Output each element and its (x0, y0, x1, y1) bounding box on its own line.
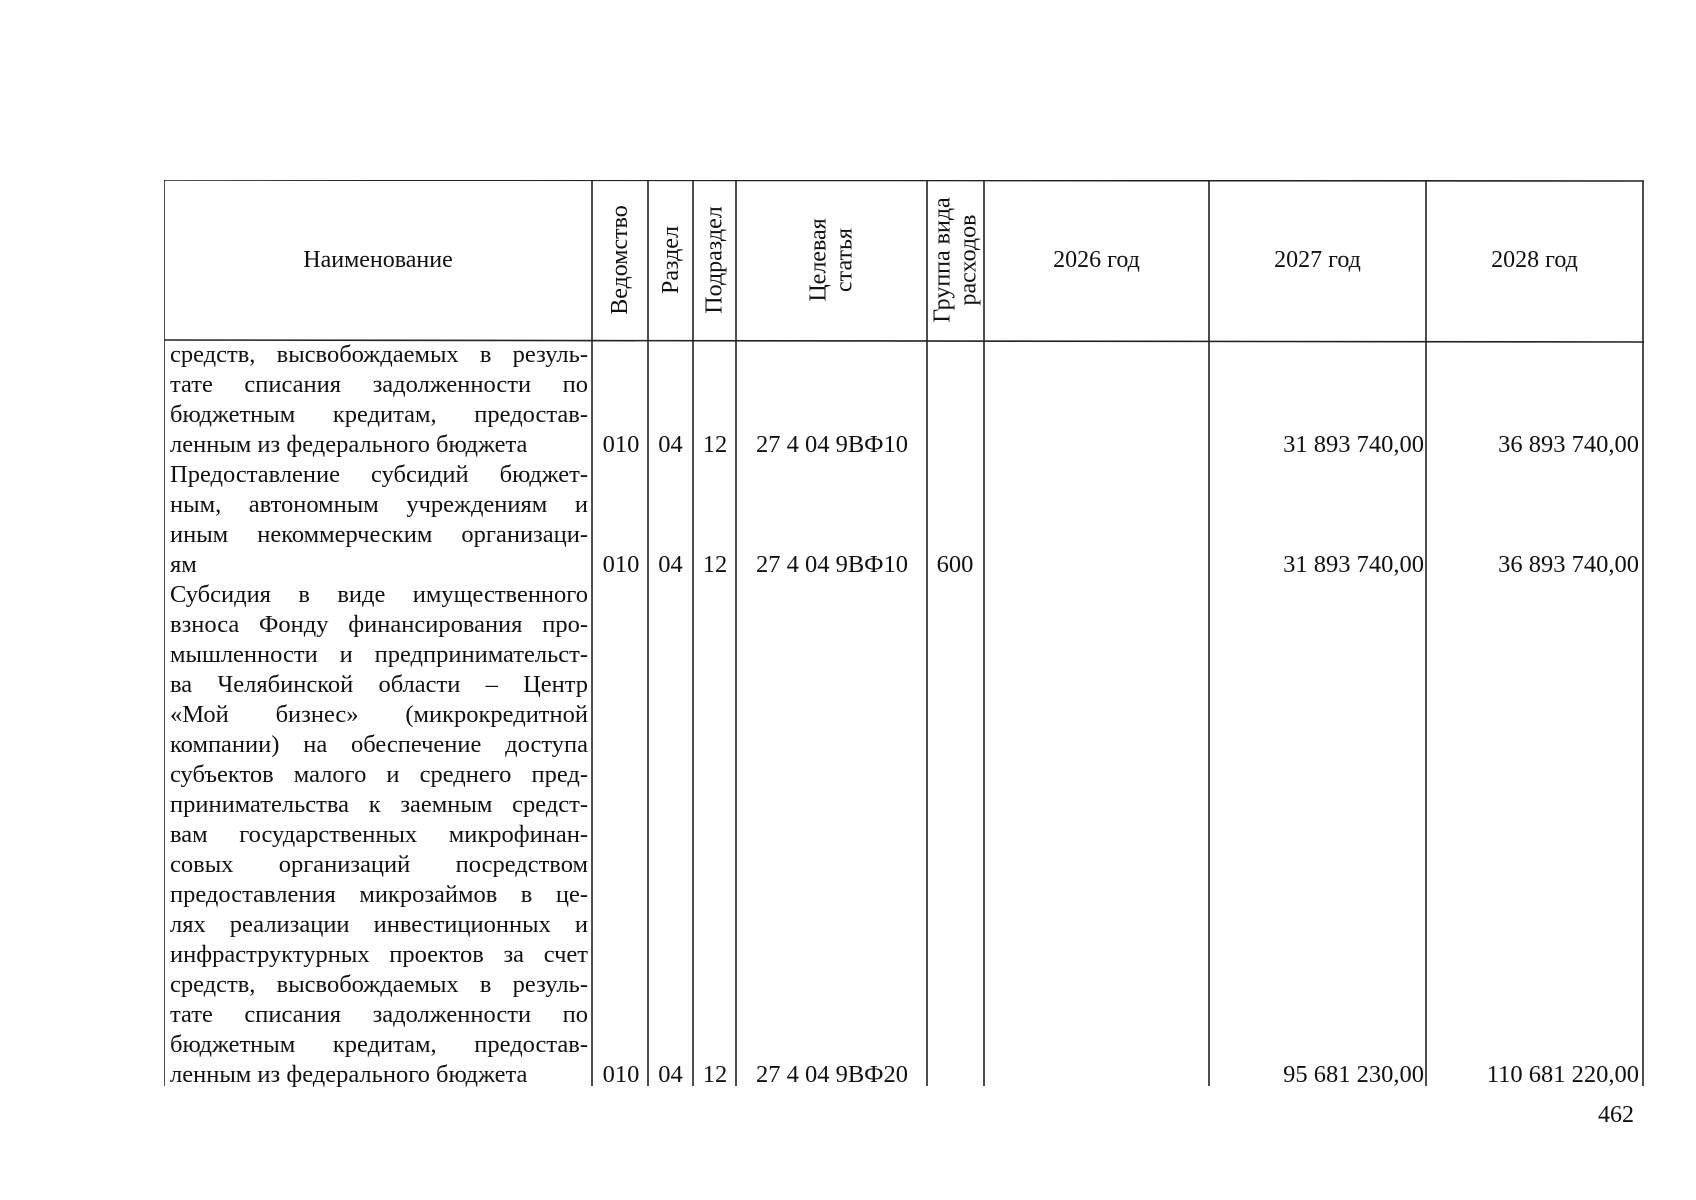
row-3-2028: 110 681 220,00 (1486, 1061, 1639, 1088)
row-3-line-11: предоставления микрозаймов в це- (170, 881, 588, 908)
row-1-razdel: 04 (658, 431, 683, 458)
row-1-line-2: тате списания задолженности по (170, 371, 588, 398)
row-1-podrazdel: 12 (702, 431, 728, 458)
table-row-2-name (170, 460, 588, 580)
table-row-3-name (170, 580, 588, 1090)
header-gruppa-line1: Группа вида (929, 197, 956, 323)
row-2-line-4: ям (170, 551, 197, 578)
row-3-line-17: ленным из федерального бюджета (170, 1061, 528, 1088)
row-1-2028: 36 893 740,00 (1498, 431, 1639, 458)
row-3-vedomstvo: 010 (602, 1061, 640, 1088)
header-2026-label: 2026 год (1053, 246, 1140, 273)
row-3-line-12: лях реализации инвестиционных и (170, 911, 588, 938)
row-1-line-1: средств, высвобождаемых в резуль- (170, 341, 588, 368)
row-1-celevaya: 27 4 04 9ВФ10 (755, 431, 909, 458)
table-row-1-name (170, 340, 588, 460)
row-3-line-1: Субсидия в виде имущественного (170, 581, 588, 608)
row-3-line-10: совых организаций посредством (170, 851, 588, 878)
row-2-gruppa: 600 (936, 551, 974, 578)
header-razdel (648, 180, 693, 340)
header-gruppa-label (930, 197, 982, 322)
header-celevaya (736, 180, 927, 340)
row-3-line-16: бюджетным кредитам, предостав- (170, 1031, 588, 1058)
row-3-line-3: мышленности и предпринимательст- (170, 641, 588, 668)
row-3-line-7: субъектов малого и среднего пред- (170, 761, 588, 788)
row-3-line-15: тате списания задолженности по (170, 1001, 588, 1028)
row-1-line-3: бюджетным кредитам, предостав- (170, 401, 588, 428)
row-2-vedomstvo: 010 (602, 551, 640, 578)
header-name (164, 180, 592, 340)
header-2028-label: 2028 год (1491, 246, 1578, 273)
header-2027 (1209, 180, 1426, 340)
header-name-label: Наименование (303, 246, 453, 273)
header-gruppa-line2: расходов (955, 214, 982, 306)
row-2-2028: 36 893 740,00 (1498, 551, 1639, 578)
row-3-line-13: инфраструктурных проектов за счет (170, 941, 588, 968)
row-3-razdel: 04 (658, 1061, 683, 1088)
row-3-line-5: «Мой бизнес» (микрокредитной (170, 701, 588, 728)
row-2-razdel: 04 (658, 551, 683, 578)
row-2-2027: 31 893 740,00 (1283, 551, 1424, 578)
row-3-line-4: ва Челябинской области – Центр (170, 671, 588, 698)
row-2-line-3: иным некоммерческим организаци- (170, 521, 588, 548)
row-3-celevaya: 27 4 04 9ВФ20 (755, 1061, 909, 1088)
header-gruppa (927, 180, 984, 340)
page-number: 462 (1598, 1102, 1634, 1128)
header-vedomstvo (592, 180, 648, 340)
row-3-line-2: взноса Фонду финансирования про- (170, 611, 588, 638)
header-celevaya-label (805, 218, 857, 301)
row-3-line-6: компании) на обеспечение доступа (170, 731, 588, 758)
header-celevaya-line2: статья (831, 228, 858, 292)
header-2027-label: 2027 год (1274, 246, 1361, 273)
header-2028 (1426, 180, 1643, 340)
row-3-line-9: вам государственных микрофинан- (170, 821, 588, 848)
row-3-2027: 95 681 230,00 (1283, 1061, 1424, 1088)
row-2-line-1: Предоставление субсидий бюджет- (170, 461, 588, 488)
header-vedomstvo-label: Ведомство (607, 205, 633, 315)
header-razdel-label: Раздел (657, 226, 684, 294)
row-1-2027: 31 893 740,00 (1283, 431, 1424, 458)
row-3-podrazdel: 12 (702, 1061, 728, 1088)
row-2-podrazdel: 12 (702, 551, 728, 578)
header-podrazdel-label: Подраздел (701, 206, 728, 314)
header-podrazdel (693, 180, 736, 340)
header-celevaya-line1: Целевая (805, 218, 832, 302)
header-2026 (984, 180, 1209, 340)
row-3-line-14: средств, высвобождаемых в резуль- (170, 971, 588, 998)
row-1-vedomstvo: 010 (602, 431, 640, 458)
row-2-celevaya: 27 4 04 9ВФ10 (755, 551, 909, 578)
row-1-line-4: ленным из федерального бюджета (170, 431, 528, 458)
row-2-line-2: ным, автономным учреждениям и (170, 491, 588, 518)
row-3-line-8: принимательства к заемным средст- (170, 791, 588, 818)
